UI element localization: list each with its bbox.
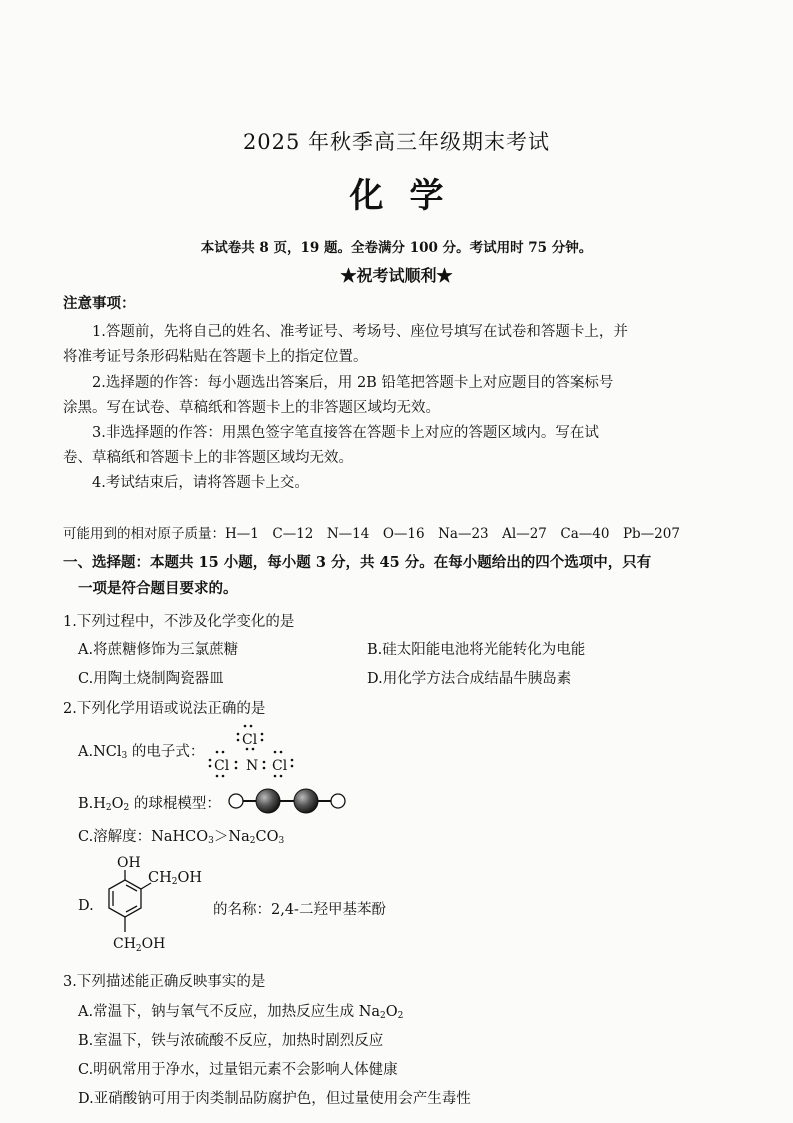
q1-option-a: A.将蔗糖修饰为三氯蔗糖 (78, 642, 239, 658)
q2-c-text: C.溶解度：NaHCO (78, 829, 209, 845)
q2-b-mid: O (111, 796, 124, 812)
note-2-line-2: 涂黑。写在试卷、草稿纸和答题卡上的非答题区域均无效。 (63, 400, 440, 416)
lewis-cl-left: Cl (214, 758, 230, 774)
note-1-line-2: 将准考证号条形码粘贴在答题卡上的指定位置。 (63, 349, 368, 365)
q2-a-text: A.NCl (78, 744, 122, 760)
oh-group-label: OH (117, 855, 141, 871)
q3-a-sub1: 2 (380, 1011, 386, 1021)
h2o2-ball-stick-model (226, 787, 350, 815)
atomic-masses: 可能用到的相对原子质量：H—1 C—12 N—14 O—16 Na—23 Al—27 Ca—40 Pb—207 (63, 526, 680, 542)
q2-a-suffix: 的电子式： (127, 744, 205, 760)
q2-c-mid2: CO (255, 829, 279, 845)
ch2oh-top-ch: CH (148, 870, 172, 886)
q3-option-d: D.亚硝酸钠可用于肉类制品防腐护色，但过量使用会产生毒性 (78, 1091, 471, 1107)
q3-option-c: C.明矾常用于净水，过量铝元素不会影响人体健康 (78, 1062, 398, 1078)
q3-stem: 3.下列描述能正确反映事实的是 (63, 974, 266, 990)
q2-b-suffix: 的球棍模型： (129, 796, 221, 812)
q3-a-sub2: 2 (397, 1011, 404, 1021)
q2-option-d-label: D. (78, 898, 94, 914)
q2-a-subscript: 3 (121, 751, 128, 761)
q2-b-sub2: 2 (123, 803, 130, 813)
q2-option-b (78, 792, 221, 813)
q1-option-d: D.用化学方法合成结晶牛胰岛素 (367, 671, 572, 687)
q2-option-c (78, 825, 284, 846)
lewis-cl-top: Cl (242, 732, 258, 748)
blessing: ★祝考试顺利★ (340, 266, 453, 285)
ch2oh-bottom-label: $CH_2OH$ (113, 936, 166, 954)
q2-b-sub1: 2 (105, 803, 112, 813)
exam-title: 2025 年秋季高三年级期末考试 (242, 130, 551, 154)
ch2oh-top-oh: OH (177, 870, 203, 886)
q3-a-text: A.常温下，钠与氧气不反应，加热反应生成 Na (78, 1004, 381, 1020)
ncl3-lewis-structure (200, 720, 300, 780)
lewis-n: N (246, 758, 259, 774)
q2-c-mid: ＞Na (213, 829, 250, 845)
section-1-line-2: 一项是符合题目要求的。 (78, 580, 238, 597)
q2-c-sub1: 3 (208, 836, 214, 846)
note-1-line-1: 1.答题前，先将自己的姓名、准考证号、考场号、座位号填写在试卷和答题卡上，并 (92, 324, 628, 340)
q2-option-d-name: 的名称：2,4-二羟甲基苯酚 (213, 902, 386, 918)
benzene-structure (95, 852, 215, 960)
q3-option-b: B.室温下，铁与浓硫酸不反应，加热时剧烈反应 (78, 1033, 384, 1049)
note-4: 4.考试结束后，请将答题卡上交。 (92, 475, 309, 491)
subject-title: 化学 (349, 176, 470, 216)
section-1-line-1: 一、选择题：本题共 15 小题，每小题 3 分，共 45 分。在每小题给出的四个选项中，只有 (63, 554, 652, 571)
notes-heading: 注意事项： (63, 295, 136, 312)
q1-option-c: C.用陶土烧制陶瓷器皿 (78, 671, 224, 687)
q1-stem: 1.下列过程中，不涉及化学变化的是 (63, 614, 295, 630)
q3-option-a (78, 1000, 403, 1021)
q2-stem: 2.下列化学用语或说法正确的是 (63, 701, 266, 717)
ch2oh-top-label (148, 870, 202, 887)
q2-b-text: B.H (78, 796, 106, 812)
q2-option-a (78, 740, 204, 761)
note-2-line-1: 2.选择题的作答：每小题选出答案后，用 2B 铅笔把答题卡上对应题目的答案标号 (92, 375, 614, 391)
q2-c-sub2: 2 (249, 836, 256, 846)
q1-option-b: B.硅太阳能电池将光能转化为电能 (367, 642, 586, 658)
lewis-cl-right: Cl (272, 758, 288, 774)
note-3-line-2: 卷、草稿纸和答题卡上的非答题区域均无效。 (63, 450, 353, 466)
exam-info: 本试卷共 8 页，19 题。全卷满分 100 分。考试用时 75 分钟。 (200, 240, 593, 256)
ch2oh-top-sub: 2 (171, 877, 178, 887)
q3-a-mid: O (385, 1004, 398, 1020)
q2-c-sub3: 3 (278, 836, 285, 846)
note-3-line-1: 3.非选择题的作答：用黑色签字笔直接答在答题卡上对应的答题区域内。写在试 (92, 425, 599, 441)
